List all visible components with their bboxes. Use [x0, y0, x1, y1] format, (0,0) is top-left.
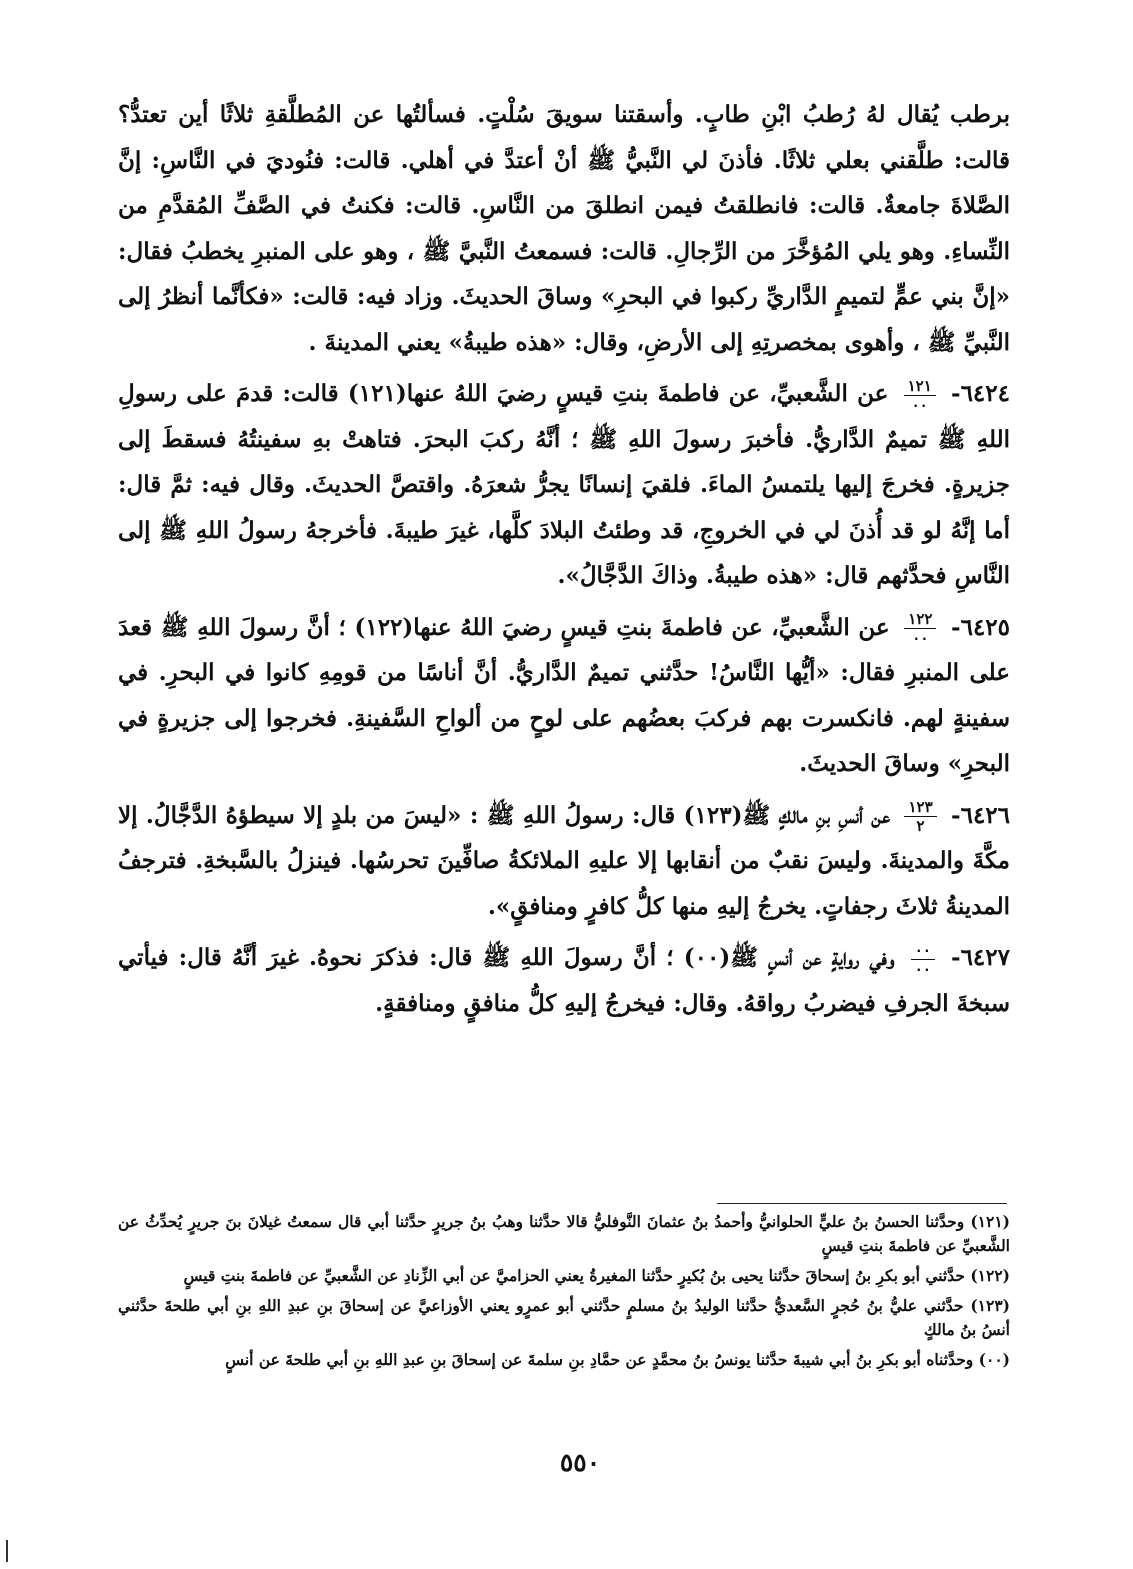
reference-top: ١٢٢ [904, 612, 936, 629]
reference-top: ١٢١ [904, 379, 936, 396]
footnote-divider [717, 1203, 1007, 1204]
main-text [118, 92, 1010, 1032]
page-number: ٥٥٠ [559, 1448, 601, 1477]
hadith-text: عن الشَّعبيِّ، عن فاطمةَ بنتِ قيسٍ رضيَ اللهُ عنها(١٢٢) ؛ أنَّ رسولَ اللهِ ﷺ قعدَ على المنبرِ فقال: «أيُّها النَّاسُ! حدَّثني تميمٌ الدَّاريُّ. أنَّ أناسًا من قومِهِ كانوا في البحرِ. في سفينةٍ لهم. فانكسرت بهم فركبَ بعضُهم على لوحٍ من ألواحِ السَّفينةِ. فخرجوا إلى جزيرةٍ في البحرِ» وساقَ الحديثَ. [118, 613, 1010, 777]
footnote-00: (٠٠) وحدَّثناه أبو بكرِ بنُ أبي شيبةَ حدَّثنا يونسُ بنُ محمَّدٍ عن حمَّادِ بنِ سلمةَ عن إسحاقَ بنِ عبدِ اللهِ بنِ أبي طلحةَ عن أنسٍ [225, 1350, 1010, 1369]
hadith-number: ٦٤٢٦- [951, 801, 1011, 829]
footnote-123: (١٢٣) حدَّثني عليُّ بنُ حُجرٍ السَّعديُّ حدَّثنا الوليدُ بنُ مسلمٍ حدَّثني أبو عمرٍو يعني الأوزاعيَّ عن إسحاقَ بنِ عبدِ اللهِ بنِ أبي طلحةَ حدَّثني أنسُ بنُ مالكٍ [118, 1296, 1010, 1339]
reference-top: ١٢٣ [904, 800, 936, 817]
reference-bottom: ٢ [916, 817, 925, 835]
hadith-text: عن أنسِ بنِ مالكٍ ﷺ(١٢٣) قال: رسولُ اللهِ ﷺ : «ليسَ من بلدٍ إلا سيطؤهُ الدَّجَّالُ. إلا مكَّةَ والمدينةَ. وليسَ نقبٌ من أنقابها إلا عليهِ الملائكةُ صافِّينَ تحرسُها. فينزلُ بالسَّبخةِ. فترجفُ المدينةُ ثلاثَ رجفاتٍ. يخرجُ إليهِ منها كلُّ كافرٍ ومنافقٍ». [118, 801, 1010, 920]
hadith-number: ٦٤٢٥- [951, 613, 1011, 641]
hadith-reference [904, 376, 936, 414]
hadith-reference [911, 940, 935, 978]
scan-edge-mark [6, 1540, 8, 1562]
reference-bottom: ٠٠ [914, 959, 931, 978]
footnote-122: (١٢٢) حدَّثني أبو بكرِ بنُ إسحاقَ حدَّثنا يحيى بنُ بُكيرٍ حدَّثنا المغيرةُ يعني الحزاميَّ عن أبي الزِّنادِ عن الشَّعبيِّ عن فاطمةَ بنتِ قيسٍ [183, 1266, 1010, 1285]
reference-top: ٠٠ [911, 943, 935, 960]
hadith-6427 [118, 935, 1010, 1026]
hadith-text: وفي روايةٍ عن أنسٍ ﷺ(٠٠) ؛ أنَّ رسولَ اللهِ ﷺ قال: فذكرَ نحوهُ. غيرَ أنَّهُ قال: فيأتي سبخةَ الجرفِ فيضربُ رواقهُ. وقال: فيخرجُ إليهِ كلُّ منافقٍ ومنافقةٍ. [118, 944, 1010, 1017]
footnote-121: (١٢١) وحدَّثنا الحسنُ بنُ عليٍّ الحلوانيُّ وأحمدُ بنُ عثمانَ النَّوفليُّ قالا حدَّثنا وهبُ بنُ جريرٍ حدَّثنا أبي قال سمعتُ غيلانَ بنَ جريرٍ يُحدِّثُ عن الشَّعبيِّ عن فاطمةَ بنتِ قيسٍ [118, 1212, 1010, 1255]
hadith-number: ٦٤٢٤- [951, 380, 1010, 407]
hadith-6426 [118, 793, 1010, 930]
hadith-reference [904, 800, 936, 833]
hadith-6425 [118, 605, 1010, 787]
hadith-number: ٦٤٢٧- [951, 944, 1010, 971]
reference-bottom: ٠٠ [911, 395, 928, 414]
continued-paragraph: برطب يُقال لهُ رُطبُ ابْنِ طابٍ. وأسقتنا سويقَ سُلْتٍ. فسألتُها عن المُطلَّقةِ ثلاثًا أين تعتدُّ؟ قالت: طلَّقني بعلي ثلاثًا. فأذنَ لي النَّبيُّ ﷺ أنْ أعتدَّ في أهلي. قالت: فنُوديَ في النَّاسِ: إنَّ الصَّلاةَ جامعةٌ. قالت: فانطلقتُ فيمن انطلقَ من النَّاسِ. قالت: فكنتُ في الصَّفِّ المُقدَّمِ من النِّساءِ. وهو يلي المُؤخَّرَ من الرِّجالِ. قالت: فسمعتُ النَّبيَّ ﷺ ، وهو على المنبرِ يخطبُ فقال: «إنَّ بني عمٍّ لتميمٍ الدَّاريِّ ركبوا في البحرِ» وساقَ الحديثَ. وزاد فيه: قالت: «فكأنَّما أنظرُ إلى النَّبيِّ ﷺ ، وأهوى بمخصرتِهِ إلى الأرضِ، وقال: «هذه طيبةُ» يعني المدينةَ . [118, 101, 1010, 356]
footnotes [118, 1210, 1010, 1378]
hadith-reference [904, 612, 936, 645]
hadith-6424 [118, 371, 1010, 599]
hadith-text: عن الشَّعبيِّ، عن فاطمةَ بنتِ قيسٍ رضيَ اللهُ عنها(١٢١) قالت: قدمَ على رسولِ اللهِ ﷺ تميمٌ الدَّاريُّ. فأخبرَ رسولَ اللهِ ﷺ ؛ أنَّهُ ركبَ البحرَ. فتاهتْ بهِ سفينتُهُ فسقطَ إلى جزيرةٍ. فخرجَ إليها يلتمسُ الماءَ. فلقيَ إنسانًا يجرُّ شعرَهُ. واقتصَّ الحديثَ. وقال فيه: ثمَّ قال: أما إنَّهُ لو قد أُذنَ لي في الخروجِ، قد وطئتُ البلادَ كلَّها، غيرَ طيبةَ. فأخرجهُ رسولُ اللهِ ﷺ إلى النَّاسِ فحدَّثهم قال: «هذه طيبةُ. وذاكَ الدَّجَّالُ». [118, 380, 1010, 589]
reference-bottom: ٠٠ [912, 629, 929, 647]
